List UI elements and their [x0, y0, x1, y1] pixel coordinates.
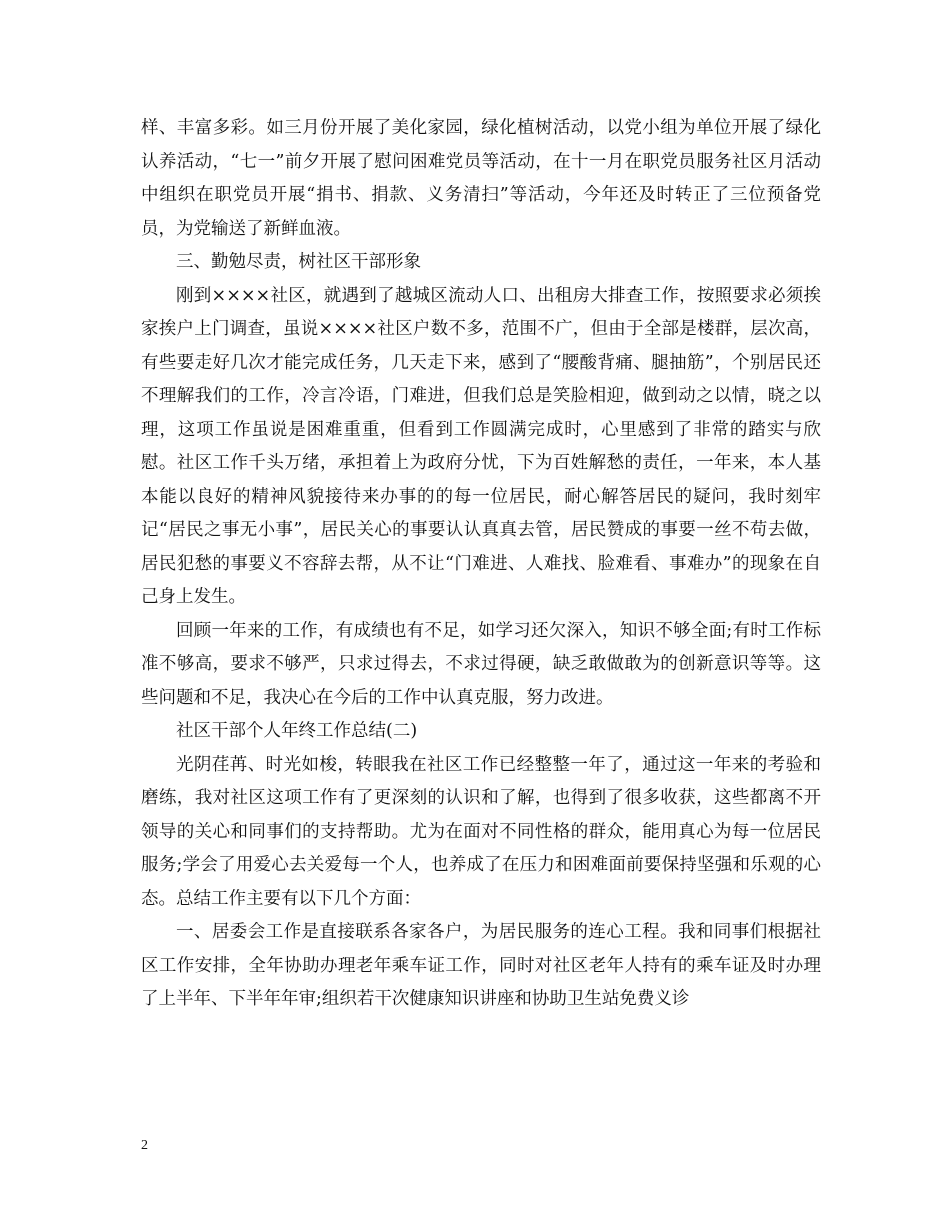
document-body — [141, 112, 821, 1017]
paragraph-3: 刚到××××社区，就遇到了越城区流动人口、出租房大排查工作，按照要求必须挨家挨户上门调查，虽说××××社区户数不多，范围不广，但由于全部是楼群，层次高，有些要走好几次才能完成任务，几天走下来，感到了“腰酸背痛、腿抽筋”，个别居民还不理解我们的工作，冷言冷语，门难进，但我们总是笑脸相迎，做到动之以情，晓之以理，这项工作虽说是困难重重，但看到工作圆满完成时，心里感到了非常的踏实与欣慰。社区工作千头万绪，承担着上为政府分忧，下为百姓解愁的责任，一年来，本人基本能以良好的精神风貌接待来办事的的每一位居民，耐心解答居民的疑问，我时刻牢记“居民之事无小事”，居民关心的事要认认真真去管，居民赞成的事要一丝不苟去做，居民犯愁的事要义不容辞去帮，从不让“门难进、人难找、脸难看、事难办”的现象在自己身上发生。 — [141, 285, 821, 607]
section-heading-3: 三、勤勉尽责，树社区干部形象 — [176, 252, 421, 272]
paragraph-1: 样、丰富多彩。如三月份开展了美化家园，绿化植树活动，以党小组为单位开展了绿化认养活动，“七一”前夕开展了慰问困难党员等活动，在十一月在职党员服务社区月活动中组织在职党员开展“捐书、捐款、义务清扫”等活动，今年还及时转正了三位预备党员，为党输送了新鲜血液。 — [141, 118, 821, 239]
paragraph-4: 回顾一年来的工作，有成绩也有不足，如学习还欠深入，知识不够全面;有时工作标准不够高，要求不够严，只求过得去，不求过得硬，缺乏敢做敢为的创新意识等等。这些问题和不足，我决心在今后的工作中认真克服，努力改进。 — [141, 620, 821, 708]
paragraph-7: 一、居委会工作是直接联系各家各户，为居民服务的连心工程。我和同事们根据社区工作安排，全年协助办理老年乘车证工作，同时对社区老年人持有的乘车证及时办理了上半年、下半年年审;组织若干次健康知识讲座和协助卫生站免费义诊 — [141, 922, 821, 1009]
page-number: 2 — [141, 1138, 148, 1153]
paragraph-6: 光阴荏苒、时光如梭，转眼我在社区工作已经整整一年了，通过这一年来的考验和磨练，我对社区这项工作有了更深刻的认识和了解，也得到了很多收获，这些都离不开领导的关心和同事们的支持帮助。尤为在面对不同性格的群众，能用真心为每一位居民服务;学会了用爱心去关爱每一个人，也养成了在压力和困难面前要保持坚强和乐观的心态。总结工作主要有以下几个方面： — [141, 754, 821, 909]
subtitle-part-2: 社区干部个人年终工作总结(二) — [176, 721, 418, 741]
